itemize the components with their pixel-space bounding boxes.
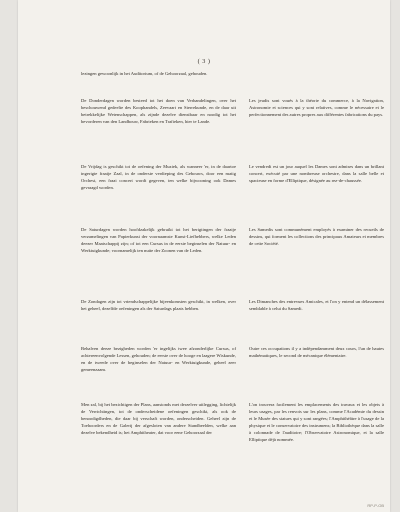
dutch-paragraph-1: lezingen gewoonlijk in het Auditorium, of de Gehoorzaal, gehouden. [81,71,208,76]
document-page [18,0,390,512]
french-paragraph-1: Les jeudis sont voués à la théorie du commerce, à la Navigation, Astronomie et sciences qui y sont relatives, comme le nécessaire et le perfectionnement des autres propres aux différentes fabrications du pays. [249,98,384,118]
dutch-paragraph-6: Behalven deeze bezigheden worden 'er ingelijks twee afzonderlijke Cursus, of achtereenvolgende Lessen, gehouden; de eerste over de hooge en laagere Wiskunde, en de tweede over de beginselen der Natuur- en Werktuigkunde, geheel zeer gemeenzaam. [81,346,236,373]
dutch-paragraph-7: Men zal, bij het bezichtigen der Plans, aanstonds met derzelver uitlegging, lichtelijk de Verrichtingen, tot de onderscheidene oefeningen geschikt, als ook de benoodigdheden, die daar bij verschaft worden, onderscheiden. Geheel zijn de Toehoorders en de Galerij der afgesloten van andere Standbeelden, welke aan dezelve bekendheid is; het Amphitheater, dat voor eene Gehoorzaal der [81,402,236,436]
french-paragraph-4: Les Dimanches des entrevues Amicales, et l'on y entend un délassement semblable à celui du Samedi. [249,299,384,312]
dutch-paragraph-5: De Zondagen zijn tot vriendschappelijke bijeenkomsten geschikt, in welken, over het geheel, dezelfde oefeningen als der Saturdags plaats hebben. [81,299,236,312]
french-paragraph-3: Les Samedis sont communément employés à examiner des recueils de dessins, qui forment les collections des principaux Amateurs et membres de cette Société. [249,227,384,247]
page-number: ( 3 ) [197,58,211,65]
archive-stamp: RP-P-OB [367,503,384,508]
dutch-paragraph-3: De Vrijdag is geschikt tot de oefening der Muziek, als wanneer 'er, in de daartoe ingerigte fraaije Zaal, in de onderste verdieping des Gebouws, door een matig Orchest, een fraai concert wordt gegeven, ten welke bijwooning ook Dames gevraagd worden. [81,164,236,191]
dutch-paragraph-2: De Donderdagen worden besteed tot het doen van Verhandelingen, over het beschouwend gedeelte des Koophandels, Zeevaart en Sterrekunde, en de daar uit betrekkelijke Wetenschappen, als zijnde dezelve dienstbaar en noodig tot het bevorderen van den Landbouw, Fabrieken en Trafieken, hier te Lande. [81,98,236,125]
french-paragraph-5: Outre ces occupations il y a indépendamment deux cours, l'un de hautes mathématiques, le second de mécanique élémentaire. [249,346,384,359]
french-paragraph-6: L'on trouvera facilement les emplacements des travaux et les objets à leurs usages, par les renvois sur les plans, comme l'Académie du dessin et le Musée des statues qui y sont rangées; l'Amphithéâtre à l'usage de la physique et le conservatoire des instrumens; la Bibliothèque dans la salle à colonnade de l'auditoire; l'Observatoire Astronomique, et la salle Elliptique déjà nommée. [249,402,384,443]
dutch-paragraph-4: De Saturdagen worden hoofdzakelijk gebruikt tot het berigtingen der fraaije verzamelingen van Papierkunst der voornaamste Kunst-Liefhebbers, welke Leden deezer Maatschappij zijn; of tot een Cursus in de eerste beginselen der Natuur- en Werktuigkunde; voornamelijk ten nutte der Zoonen van de Leden. [81,227,236,254]
french-paragraph-2: Le vendredi est un jour auquel les Dames sont admises dans un brillant concert, exécuté par une nombreuse orchestre, dans la salle belle et spacieuse en forme d'Elliptique, désignée au rez-de-chaussée. [249,164,384,184]
